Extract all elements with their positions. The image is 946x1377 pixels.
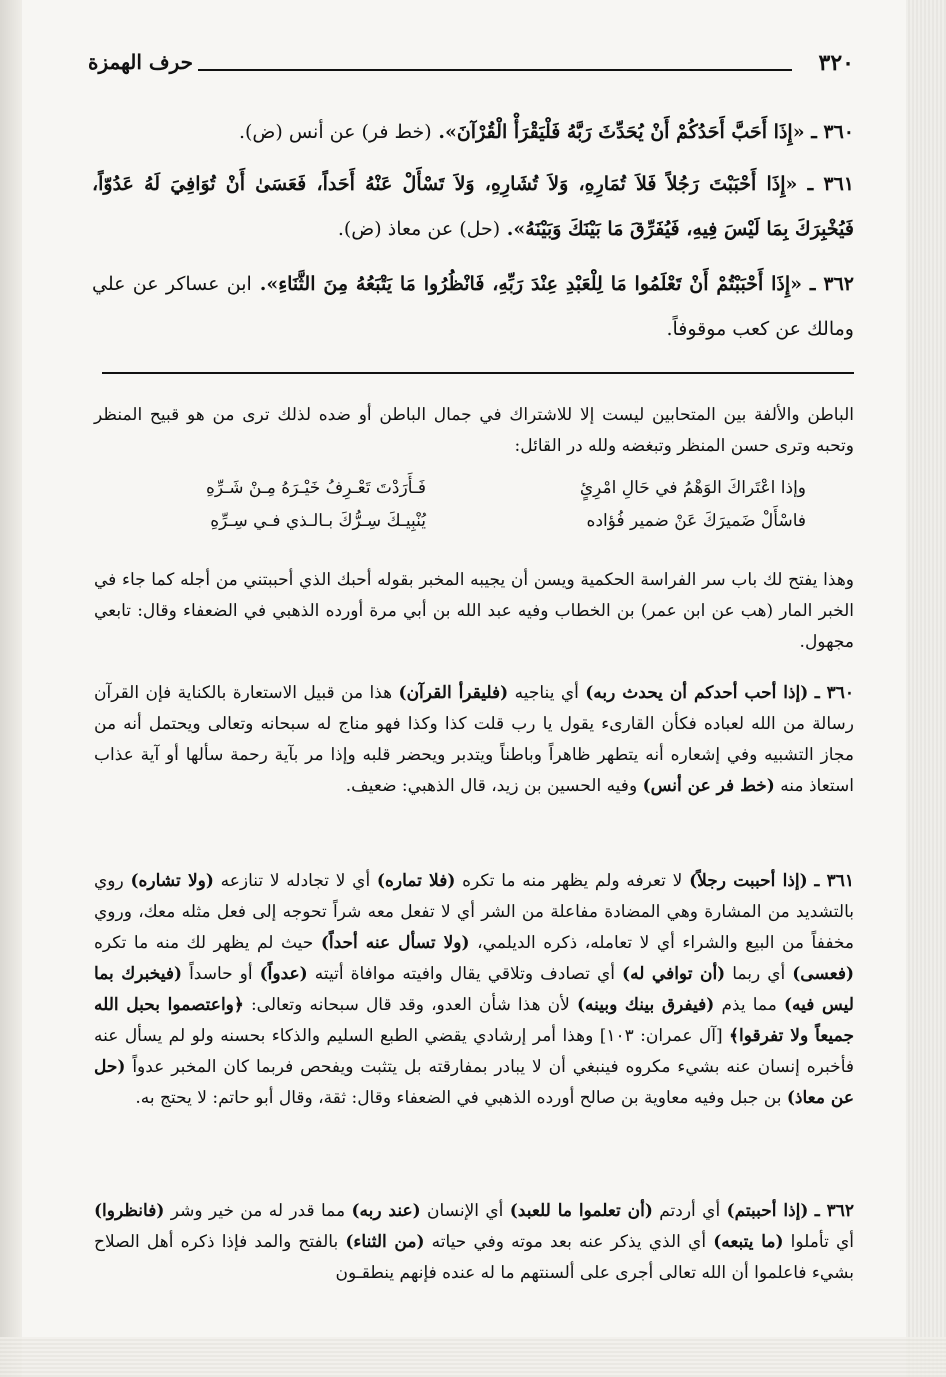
commentary-number: ٣٦٢ ـ [814, 1201, 855, 1221]
hadith-360: ٣٦٠ ـ «إِذَا أَحَبَّ أَحَدُكُمْ أَنْ يُحَدِّثَ رَبَّهُ فَلْيَقْرَأْ الْقُرْآنَ». (خط فر) عن أنس (ض). [238, 121, 854, 143]
quoted-phrase: (فليقرأ القرآن) [398, 683, 509, 703]
quoted-phrase: (أن توافي له) [622, 964, 726, 984]
scan-edge-right [906, 0, 946, 1377]
page-header [88, 50, 854, 80]
commentary-360 [94, 678, 854, 802]
hadith-number: ٣٦١ [823, 173, 854, 195]
after-poetry-text: وهذا يفتح لك باب سر الفراسة الحكمية ويسن أن يجيبه المخبر بقوله أحبك الذي أحببتني من أجله كما جاء في الخبر المار (هب عن ابن عمر) بن الخطاب وفيه عبد الله بن أبي مرة أورده الذهبي في الضعفاء وقال: تابعي مجهول. [94, 570, 854, 652]
hadith-text: «إِذَا أَحَبَّ أَحَدُكُمْ أَنْ يُحَدِّثَ رَبَّهُ فَلْيَقْرَأْ الْقُرْآنَ». [438, 121, 805, 143]
commentary-361 [94, 866, 854, 1114]
quoted-phrase: (من الثناء) [345, 1232, 425, 1252]
verse-second-half: يُنْبِيـكَ سِـرُّكَ بـالـذي فـي سِـرِّهِ [210, 511, 426, 531]
quoted-phrase: (فعسى) [792, 964, 854, 984]
explanation-text: [آل عمران: ١٠٣] وهذا أمر إرشادي يقضي الطبع السليم والذكاء بحسنه ولو لم يسأل عنه فأخبره إنسان عنه بشيء مكروه فينبغي أن لا يبادر بمفارقته بل يتثبت ويفحص فربما كان المخبر عدواً [94, 1026, 854, 1077]
explanation-text: هذا من قبيل الاستعارة بالكناية فإن القرآن رسالة من الله لعباده فكأن القارىء يقول يا رب قلت كذا وكذا فهو مناج له سبحانه وتعالى ويحتمل أنه من مجاز التشبيه وفي إشعاره أنه يتطهر ظاهراً وباطناً ويتدبر ويحضر قلبه وإذا مر بآية رحمة سألها أو آية عذاب استعاذ منه [94, 683, 854, 796]
hadith-text: «إِذَا أَحْبَبْتَ رَجُلاً فَلاَ تُمَارِهِ، وَلاَ تُشَارِهِ، وَلاَ تَسْأَلْ عَنْهُ أَحَداً، فَعَسَىٰ أَنْ تُوَافِيَ لَهُ عَدُوّاً، فَيُخْبِرَكَ بِمَا لَيْسَ فِيهِ، فَيُفَرِّقَ مَا بَيْنَكَ وَبَيْنَهُ». [92, 173, 854, 240]
hadith-number: ٣٦٢ [823, 273, 854, 295]
quoted-phrase: (إذا أحب أحدكم أن يحدث ربه) [585, 683, 809, 703]
explanation-text: أي تصادف وتلاقي يقال وافيته موافاة أتيته [314, 964, 616, 984]
quoted-phrase: (ولا تسأل عنه أحداً) [320, 933, 470, 953]
commentary-number: ٣٦٠ ـ [814, 683, 855, 703]
hadith-361: ٣٦١ ـ «إِذَا أَحْبَبْتَ رَجُلاً فَلاَ تُمَارِهِ، وَلاَ تُشَارِهِ، وَلاَ تَسْأَلْ عَنْهُ أَحَداً، فَعَسَىٰ أَنْ تُوَافِيَ لَهُ عَدُوّاً، فَيُخْبِرَكَ بِمَا لَيْسَ فِيهِ، فَيُفَرِّقَ مَا بَيْنَكَ وَبَيْنَهُ». (حل) عن معاذ (ض). [92, 173, 854, 240]
explanation-text: وفيه الحسين بن زيد، قال الذهبي: ضعيف. [345, 776, 638, 796]
explanation-text: بن جبل وفيه معاوية بن صالح أورده الذهبي في الضعفاء وقال: ثقة، وقال أبو حاتم: لا يحتج به. [135, 1088, 782, 1108]
scan-edge-bottom [0, 1337, 946, 1377]
chapter-title: حرف الهمزة [88, 50, 194, 74]
explanation-text: أو حاسداً [189, 964, 253, 984]
page-number: ٣٢٠ [818, 50, 854, 76]
hadith-number: ٣٦٠ [823, 121, 854, 143]
verse-second-half: فَـأَرَدْتَ تَعْـرِفُ خَيْـرَهُ مِـنْ شَـرِّهِ [205, 478, 426, 498]
explanation-text: مما قدر له من خير وشر [170, 1201, 346, 1221]
footnote-divider [102, 372, 854, 374]
quoted-phrase: (إذا أحببت رجلاً) [689, 871, 808, 891]
verse-first-half: وإذا اعْتَراكَ الوَهْمُ في حَالِ امْرِئٍ [579, 478, 806, 498]
explanation-text: لا تعرفه ولم يظهر منه ما تكره [462, 871, 683, 891]
header-rule [198, 69, 792, 71]
quran-quote: ﴿واعتصموا بحبل الله جميعاً ولا تفرقوا﴾ [94, 995, 854, 1046]
source-ref: (خط فر عن أنس) [642, 776, 775, 796]
quoted-phrase: (عند ربه) [351, 1201, 421, 1221]
quoted-phrase: (عدواً) [259, 964, 308, 984]
explanation-text: أي الإنسان [427, 1201, 504, 1221]
scan-edge-left [0, 0, 22, 1377]
quoted-phrase: (ولا تشاره) [130, 871, 214, 891]
explanation-text: روي بالتشديد من المشارة وهي المضادة مفاعلة من الشر أي لا تفعل معه شراً تحوجه إلى فعل مثله معك، وروي مخففاً من البيع والشراء أي لا تعامله، ذكره الديلمي، [94, 871, 854, 953]
verse-row [126, 511, 806, 544]
hadith-text: «إِذَا أَحْبَبْتُمْ أَنْ تَعْلَمُوا مَا لِلْعَبْدِ عِنْدَ رَبِّهِ، فَانْظُرُوا مَا يَتْبَعُهُ مِنَ الثَّنَاءِ». [259, 273, 803, 295]
explanation-text: أي الذي يذكر عنه بعد موته وفي حياته [431, 1232, 707, 1252]
explanation-text: بالفتح والمد فإذا ذكره أهل الصلاح بشيء فاعلموا أن الله تعالى أجرى على ألسنتهم ما له عنده فإنهم ينطقـون [94, 1232, 854, 1283]
quoted-phrase: (فيخبرك بما ليس فيه) [94, 964, 854, 1015]
hadith-source: (خط فر) عن أنس (ض). [238, 121, 432, 143]
verse-row [126, 478, 806, 511]
quoted-phrase: (فانظروا) [94, 1201, 165, 1221]
quoted-phrase: (إذا أحببتم) [726, 1201, 809, 1221]
quoted-phrase: (فلا تماره) [376, 871, 456, 891]
poetry-verses [126, 478, 806, 544]
explanation-text: حيث لم يظهر لك منه ما تكره [94, 933, 314, 953]
hadith-362: ٣٦٢ ـ «إِذَا أَحْبَبْتُمْ أَنْ تَعْلَمُوا مَا لِلْعَبْدِ عِنْدَ رَبِّهِ، فَانْظُرُوا مَا يَتْبَعُهُ مِنَ الثَّنَاءِ». ابن عساكر عن علي ومالك عن كعب موقوفاً. [92, 273, 854, 340]
commentary-intro [94, 400, 854, 462]
explanation-text: أي لا تجادله لا تنازعه [220, 871, 371, 891]
explanation-text: أي ربما [732, 964, 786, 984]
explanation-text: مما يذم [721, 995, 777, 1015]
commentary-number: ٣٦١ ـ [814, 871, 855, 891]
verse-first-half: فاسْأَلْ ضَميرَكَ عَنْ ضمير فُؤاده [586, 511, 806, 531]
source-ref: (حل عن معاذ) [94, 1057, 854, 1108]
quoted-phrase: (ما يتبعه) [713, 1232, 784, 1252]
explanation-text: أي أردتم [659, 1201, 721, 1221]
hadith-source: (حل) عن معاذ (ض). [337, 218, 501, 240]
commentary-after-poetry [94, 565, 854, 658]
hadith-source: ابن عساكر عن علي ومالك عن كعب موقوفاً. [92, 273, 854, 340]
explanation-text: أي يناجيه [514, 683, 579, 703]
quoted-phrase: (فيفرق بينك وبينه) [576, 995, 715, 1015]
intro-text: الباطن والألفة بين المتحابين ليست إلا للاشتراك في جمال الباطن أو ضده لذلك ترى من هو قبيح المنظر وتحبه وترى حسن المنظر وتبغضه ولله در القائل: [94, 405, 854, 456]
explanation-text: لأن هذا شأن العدو، وقد قال سبحانه وتعالى: [250, 995, 570, 1015]
explanation-text: أي تأملوا [790, 1232, 854, 1252]
commentary-362 [94, 1196, 854, 1289]
quoted-phrase: (أن تعلموا ما للعبد) [509, 1201, 653, 1221]
